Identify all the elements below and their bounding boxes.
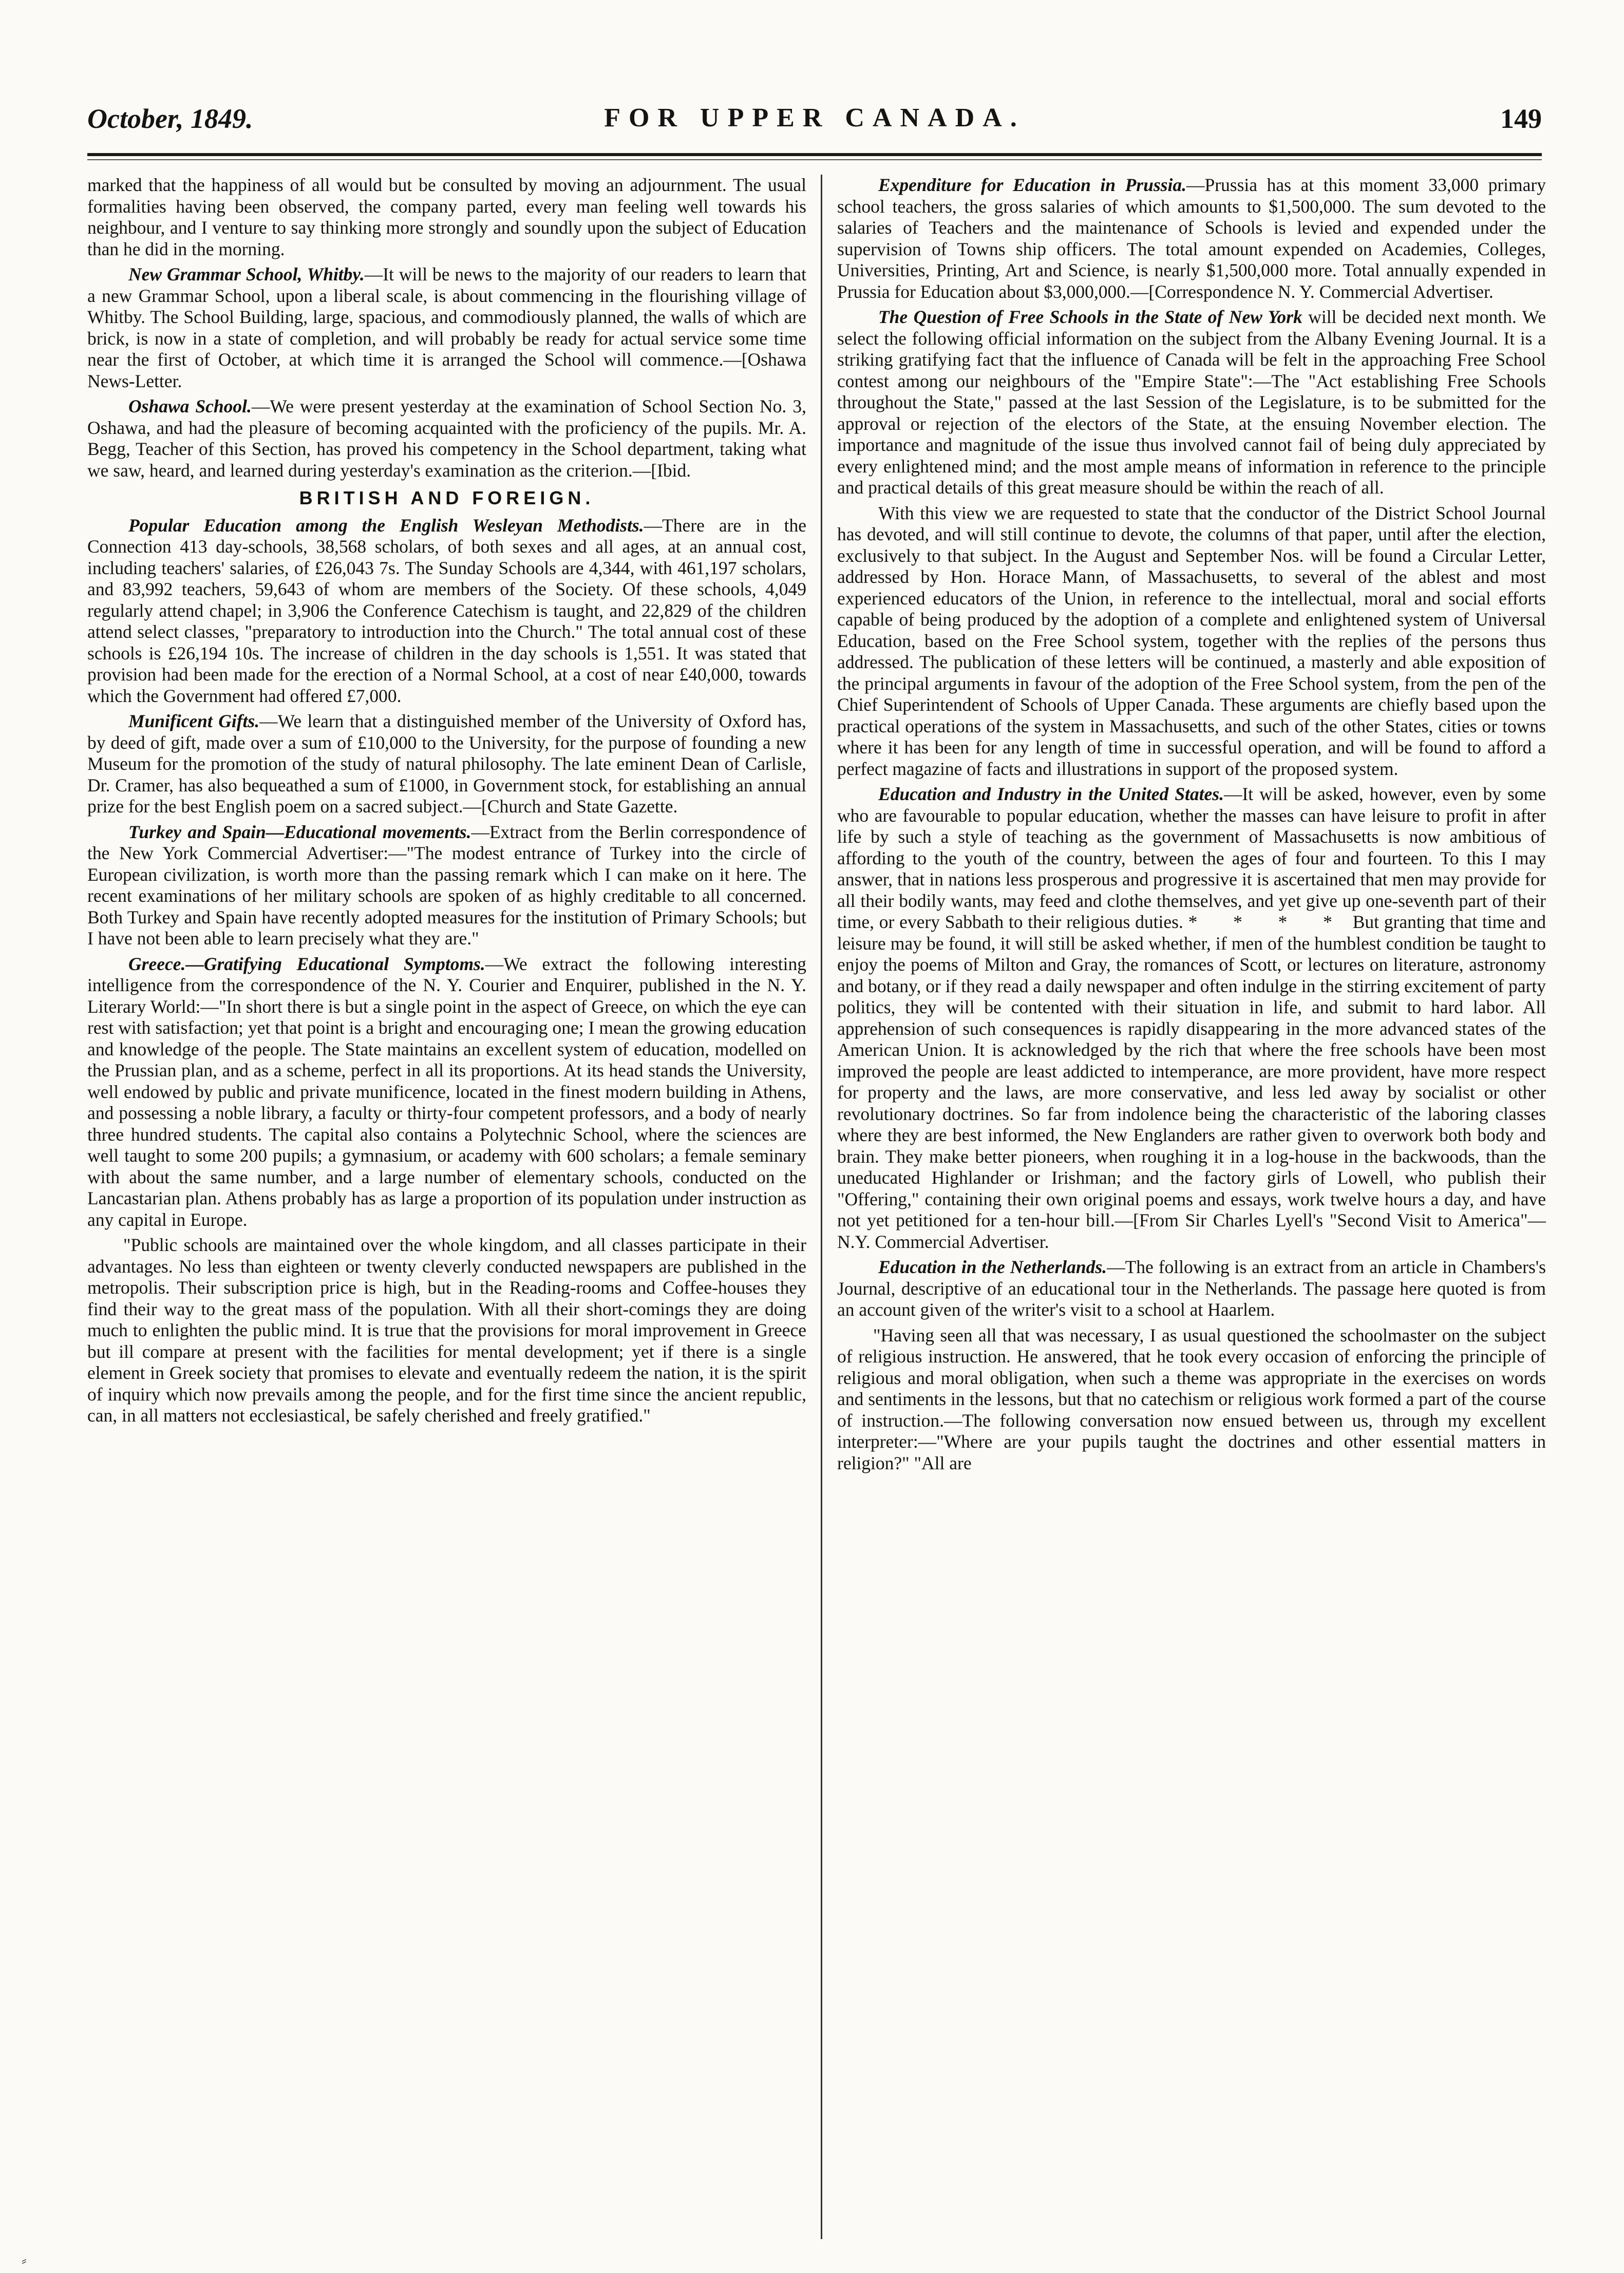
article-whitby bbox=[87, 264, 806, 392]
article-turkey-spain bbox=[87, 822, 806, 950]
article-new-york-cont: With this view we are requested to state that the conductor of the District School Journal has devoted, and will still continue to devote, the columns of that paper, until after the election, exclusively to that subject. In the August and September Nos. will be found a Circular Letter, addressed by Hon. Horace Mann, of Massachusetts, to several of the ablest and most experienced educators of the Union, in reference to the intellectual, moral and social efforts capable of being produced by the adoption of a complete and enlightened system of Universal Education, based on the Free School system, together with the replies of the persons thus addressed. The publication of these letters will be continued, a masterly and able exposition of the principal arguments in favour of the adoption of the Free School system, from the pen of the Chief Superintendent of Schools of Upper Canada. These arguments are chiefly based upon the practical operations of the system in Massachusetts, and such of the other States, cities or towns where it has been for any length of time in successful operation, and will be found to afford a perfect magazine of facts and illustrations in support of the proposed system. bbox=[837, 502, 1546, 779]
article-netherlands-quote: "Having seen all that was necessary, I as usual questioned the schoolmaster on the subject of religious instruction. He answered, that he took every occasion of enforcing the principle of religious and moral obligation, when such a theme was appropriate in the exercises on words and sentiments in the lessons, but that no catechism or religious work formed a part of the course of instruction.—The following conversation now ensued between us, through my excellent interpreter:—"Where are your pupils taught the doctrines and other essential matters in religion?" "All are bbox=[837, 1324, 1546, 1473]
article-new-york bbox=[837, 307, 1546, 499]
article-heading: Popular Education among the English Wesleyan Methodists. bbox=[128, 515, 644, 536]
right-column bbox=[837, 175, 1546, 1478]
article-body: —Extract from the Berlin correspondence of the New York Commercial Advertiser:—"The modest entrance of Turkey into the circle of European civilization, is worth more than the passing remark which I can make on it here. The recent examinations of her military schools are spoken of as highly creditable to all concerned. Both Turkey and Spain have recently adopted measures for the institution of Primary Schools; but I have not been able to learn precisely what they are." bbox=[87, 821, 807, 949]
article-body: —It will be news to the majority of our readers to learn that a new Grammar School, upon a liberal scale, is about commencing in the flourishing village of Whitby. The School Building, large, spacious, and commodiously planned, the walls of which are brick, is now in a state of completion, and will probably be ready for actual service some time near the first of October, at which time it is arranged the School will commence.—[Oshawa News-Letter. bbox=[87, 264, 806, 391]
article-body: —It will be asked, however, even by some who are favourable to popular education, whether the masses can have leisure to profit in after life by such a style of teaching as the government of Massachusetts is now ambitious of affording to the youth of the country, between the ages of four and fourteen. To this I may answer, that in nations less prosperous and progressive it is ascertained that men may provide for all their bodily wants, may feed and clothe themselves, and yet give up one-seventh part of their time, or every Sabbath to their religious duties. bbox=[837, 784, 1546, 932]
article-body: —We extract the following interesting intelligence from the correspondence of the N. Y. Courier and Enquirer, published in the N. Y. Literary World:—"In short there is but a single point in the aspect of Greece, on which the eye can rest with satisfaction; yet that point is a bright and encouraging one; I mean the growing education and knowledge of the people. The State maintains an excellent system of education, modelled on the Prussian plan, and as a scheme, perfect in all its proportions. At its head stands the University, well endowed by public and private munificence, located in the finest modern building in Athens, and possessing a noble library, a faculty or thirty-four competent professors, and a body of nearly three hundred students. The capital also contains a Polytechnic School, where the sciences are well taught to some 200 pupils; a gymnasium, or academy with 600 scholars; a female seminary with about the same number, and a large number of elementary schools, conducted on the Lancastarian plan. Athens probably has as large a proportion of its population under instruction as any capital in Europe. bbox=[87, 953, 806, 1230]
article-wesleyan bbox=[87, 515, 806, 707]
article-greece-quote: "Public schools are maintained over the whole kingdom, and all classes participate in their advantages. No less than eighteen or twenty cleverly conducted newspapers are published in the metropolis. Their subscription price is high, but in the Reading-rooms and Coffee-houses they find their way to the great mass of the population. With all their short-comings they are doing much to enlighten the public mind. It is true that the provisions for moral improvement in Greece but ill compare at present with the facilities for mental development; yet if there is a single element in Greek society that promises to elevate and eventually redeem the nation, it is the spirit of inquiry which now prevails among the people, and for the first time since the ancient republic, can, in all matters not ecclesiastical, be safely cherished and freely gratified." bbox=[87, 1235, 806, 1426]
header-rule bbox=[87, 153, 1542, 156]
article-body: will be decided next month. We select the following official information on the subject from the Albany Evening Journal. It is a striking gratifying fact that the influence of Canada will be felt in the approaching Free School contest among our neighbours of the "Empire State":—The "Act establishing Free Schools throughout the State," passed at the last Session of the Legislature, is to be submitted for the approval or rejection of the electors of the State, at the ensuing November election. The importance and magnitude of the issue thus involved cannot fail of being duly appreciated by every enlightened mind; and the most ample means of information in reference to the principle and practical details of this great measure should be within the reach of all. bbox=[837, 307, 1546, 498]
article-heading: Oshawa School. bbox=[128, 396, 252, 416]
section-heading: BRITISH AND FOREIGN. bbox=[299, 487, 595, 508]
article-body: —Prussia has at this moment 33,000 primary school teachers, the gross salaries of which amounts to $1,500,000. The sum devoted to the salaries of Teachers and the maintenance of Schools is levied and expended under the supervision of Towns ship officers. The total amount expended on Academies, Colleges, Universities, Printing, Art and Science, is nearly $1,500,000 more. Total annually expended in Prussia for Education about $3,000,000.—[Correspondence N. Y. Commercial Advertiser. bbox=[837, 175, 1546, 302]
column-divider bbox=[821, 175, 822, 2239]
article-netherlands bbox=[837, 1257, 1546, 1321]
article-heading: Expenditure for Education in Prussia. bbox=[878, 175, 1186, 195]
header-rule-thin bbox=[87, 159, 1542, 160]
article-oshawa bbox=[87, 396, 806, 481]
header-date: October, 1849. bbox=[87, 103, 253, 134]
article-heading: New Grammar School, Whitby. bbox=[128, 264, 365, 285]
article-heading: Munificent Gifts. bbox=[128, 711, 260, 731]
article-body: —We were present yesterday at the examination of School Section No. 3, Oshawa, and had the pleasure of becoming acquainted with the proficiency of the pupils. Mr. A. Begg, Teacher of this Section, has proved his competency in the School department, taking what we saw, heard, and learned during yesterday's examination as the criterion.—[Ibid. bbox=[87, 396, 806, 481]
ellipsis-stars: * * * * bbox=[1188, 912, 1348, 932]
article-gifts bbox=[87, 711, 806, 818]
article-heading: The Question of Free Schools in the State of New York bbox=[878, 307, 1302, 327]
article-heading: Turkey and Spain—Educational movements. bbox=[128, 821, 471, 842]
article-united-states bbox=[837, 784, 1546, 1253]
article-heading: Greece.—Gratifying Educational Symptoms. bbox=[128, 953, 485, 974]
header-title: FOR UPPER CANADA. bbox=[604, 103, 1025, 132]
article-body: —There are in the Connection 413 day-schools, 38,568 scholars, of both sexes and all ages, at an annual cost, including teachers' salaries, of £26,043 7s. The Sunday Schools are 4,344, with 461,197 scholars, and 83,992 teachers, 59,643 of whom are members of the Society. Of these schools, 4,049 regularly attend chapel; in 3,906 the Conference Catechism is taught, and 22,829 of the children attend select classes, "preparatory to introduction into the Church." The total annual cost of these schools is £26,194 10s. The increase of children in the day schools is 1,551. It was stated that provision had been made for the erection of a Normal School, at a cost of near £40,000, towards which the Government had offered £7,000. bbox=[87, 515, 806, 706]
article-body: —We learn that a distinguished member of the University of Oxford has, by deed of gift, made over a sum of £10,000 to the University, for the purpose of founding a new Museum for the promotion of the study of natural philosophy. The late eminent Dean of Carlisle, Dr. Cramer, has also bequeathed a sum of £1000, in Government stock, for establishing an annual prize for the best English poem on a sacred subject.—[Church and State Gazette. bbox=[87, 711, 806, 817]
article-prussia bbox=[837, 175, 1546, 302]
article-continuation: marked that the happiness of all would but be consulted by moving an adjournment. The usual formalities having been observed, the company parted, every man feeling well towards his neighbour, and I venture to say thinking more strongly and soundly upon the subject of Education than he did in the morning. bbox=[87, 175, 806, 259]
article-body: But granting that time and leisure may be found, it will still be asked whether, if men of the humblest condition be taught to enjoy the poems of Milton and Gray, the romances of Scott, or lectures on literature, astronomy and botany, or if they read a daily newspaper and often indulge in the stirring excitement of party politics, they will be contented with their situation in life, and submit to hard labor. All apprehension of such consequences is rapidly disappearing in the more advanced states of the American Union. It is acknowledged by the rich that where the free schools have been most improved the people are least addicted to intemperance, are more provident, have more respect for property and the laws, are more conservative, and less led away by socialist or other revolutionary doctrines. So far from indolence being the characteristic of the laboring classes where they are best informed, the New Englanders are rather given to overwork both body and brain. They make better pioneers, when roughing it in a log-house in the backwoods, than the uneducated Highlander or Irishman; and the factory girls of Lowell, who publish their "Offering," containing their own original poems and essays, work twelve hours a day, and have not yet petitioned for a ten-hour bill.—[From Sir Charles Lyell's "Second Visit to America"—N.Y. Commercial Advertiser. bbox=[837, 912, 1546, 1252]
page-header bbox=[87, 103, 1542, 139]
article-body: —The following is an extract from an article in Chambers's Journal, descriptive of an educational tour in the Netherlands. The passage here quoted is from an account given of the writer's visit to a school at Haarlem. bbox=[837, 1257, 1546, 1320]
article-greece bbox=[87, 954, 806, 1231]
margin-mark: ⸗ bbox=[22, 2252, 27, 2269]
article-heading: Education and Industry in the United States. bbox=[878, 784, 1224, 804]
article-heading: Education in the Netherlands. bbox=[878, 1257, 1107, 1277]
page-number: 149 bbox=[1500, 103, 1542, 134]
left-column bbox=[87, 175, 806, 1431]
